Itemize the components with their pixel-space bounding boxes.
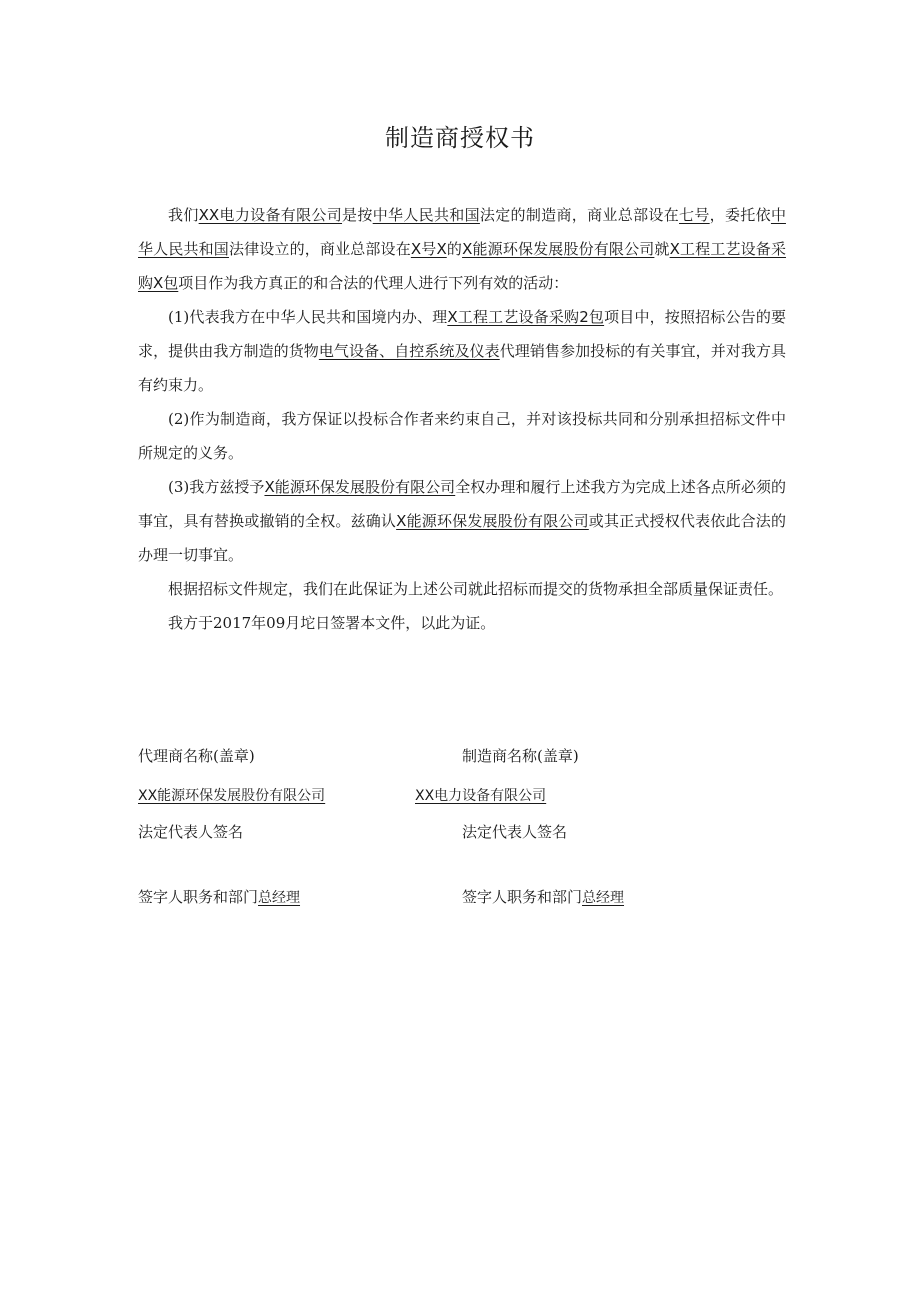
intro-text-1: 我们 [168, 206, 199, 224]
agent-hq: X号X [410, 240, 447, 258]
agent-name: X能源环保发展股份有限公司 [462, 240, 655, 258]
manufacturer-name: XX电力设备有限公司 [198, 206, 343, 224]
agent-company-name-text: XX能源环保发展股份有限公司 [138, 788, 326, 804]
item3-agent-name-1: X能源环保发展股份有限公司 [264, 478, 456, 496]
document-title: 制造商授权书 [385, 124, 535, 152]
document-body [138, 198, 786, 640]
intro-text-8: 项目作为我方真正的和合法的代理人进行下列有效的活动： [178, 274, 569, 292]
item1-text-2: 项目中，按照招标公告的要求，提供由我方制造的货物 [138, 308, 786, 360]
manufacturer-position-value: 总经理 [582, 890, 625, 906]
manufacturer-seal-label: 制造商名称(盖章) [462, 747, 579, 765]
item-3-paragraph [138, 470, 786, 572]
item1-text-1: (1)代表我方在中华人民共和国境内办、理 [168, 308, 448, 326]
item3-text-2: 全权办理和履行上述我方为完成上述各点所必须的事宜，具有替换或撤销的全权。兹确认 [138, 478, 786, 530]
country-name-1: 中华人民共和国 [372, 206, 480, 224]
project-name: X工程工艺设备采购X包 [138, 240, 786, 292]
manufacturer-company-name-text: XX电力设备有限公司 [415, 788, 547, 804]
item3-text-1: (3)我方兹授予 [168, 478, 265, 496]
intro-text-2: 是按 [342, 206, 373, 224]
agent-rep-signature-label: 法定代表人签名 [138, 823, 244, 841]
agent-company-name [138, 783, 325, 808]
manufacturer-company-name [415, 783, 546, 808]
intro-text-7: 就 [654, 240, 670, 258]
item1-text-3: 代理销售参加投标的有关事宜，并对我方具有约束力。 [138, 342, 786, 394]
item3-agent-name-2: X能源环保发展股份有限公司 [396, 512, 589, 530]
manufacturer-position-label: 签字人职务和部门 [462, 888, 583, 906]
item-1-paragraph [138, 300, 786, 402]
manufacturer-position-line [462, 885, 624, 910]
agent-seal-label: 代理商名称(盖章) [138, 747, 255, 765]
item1-goods: 电气设备、自控系统及仪表 [318, 342, 500, 360]
agent-position-label: 签字人职务和部门 [138, 888, 259, 906]
item1-project-name: X工程工艺设备采购2包 [447, 308, 605, 326]
intro-text-4: ，委托依 [709, 206, 771, 224]
manufacturer-hq: 七号 [679, 206, 710, 224]
agent-position-line [138, 885, 300, 910]
item-2-paragraph: (2)作为制造商，我方保证以投标合作者来约束自己，并对该投标共同和分别承担招标文件中所规定的义务。 [138, 410, 786, 462]
guarantee-paragraph: 根据招标文件规定，我们在此保证为上述公司就此招标而提交的货物承担全部质量保证责任。 [168, 580, 784, 598]
country-name-2: 中华人民共和国 [138, 206, 786, 258]
intro-text-5: 法律设立的，商业总部设在 [228, 240, 411, 258]
intro-text-3: 法定的制造商，商业总部设在 [479, 206, 680, 224]
manufacturer-rep-signature-label: 法定代表人签名 [462, 823, 568, 841]
agent-position-value: 总经理 [258, 890, 301, 906]
item3-text-3: 或其正式授权代表依此合法的办理一切事宜。 [138, 512, 786, 564]
intro-paragraph [138, 198, 786, 300]
intro-text-6: 的 [446, 240, 463, 258]
signing-date-paragraph: 我方于2017年09月坨日签署本文件，以此为证。 [168, 614, 496, 632]
